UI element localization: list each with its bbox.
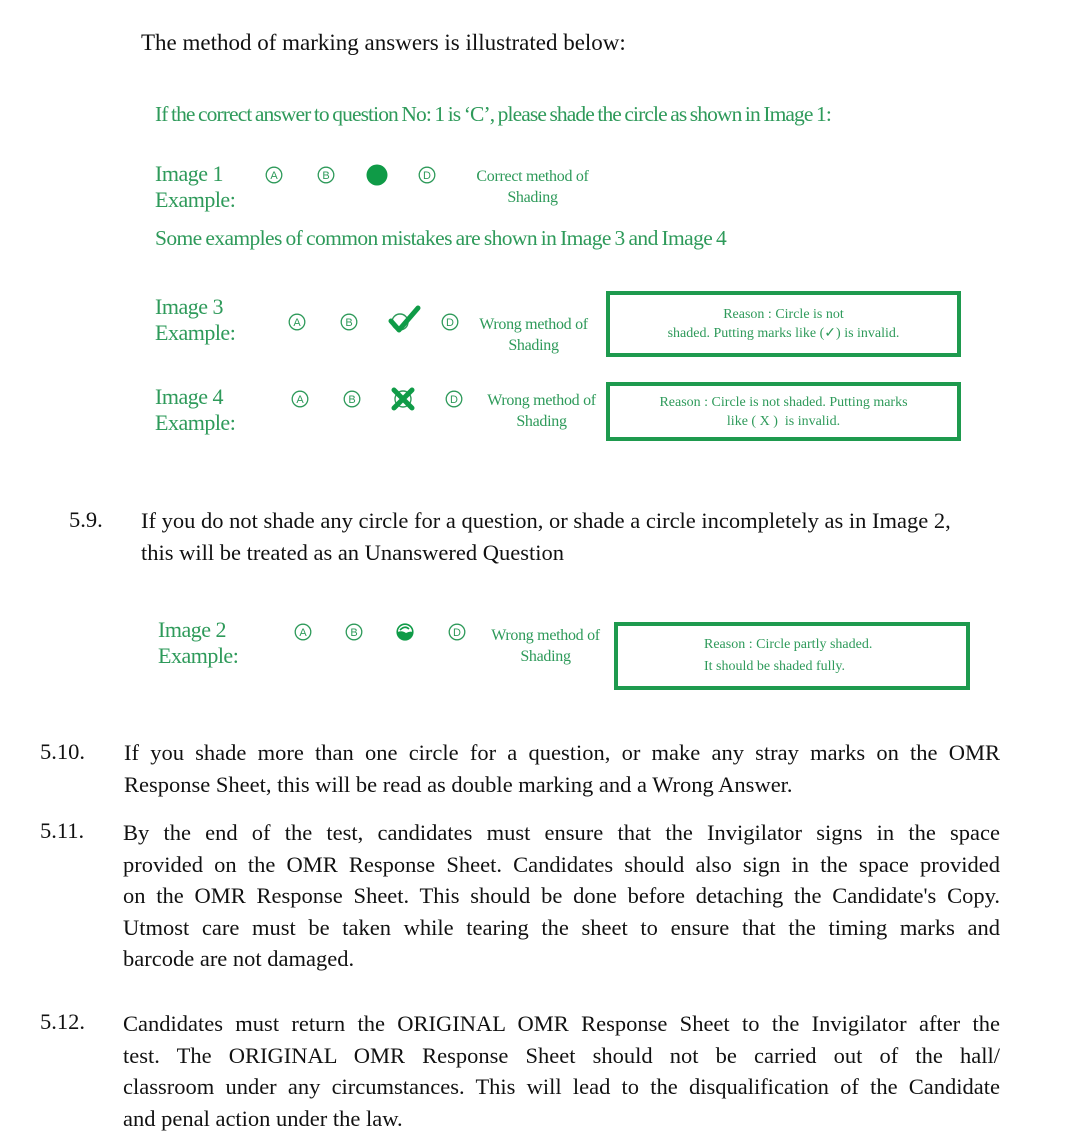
image1-label-example: Example: bbox=[155, 187, 236, 212]
image4-label-example: Example: bbox=[155, 410, 236, 435]
rule-line: on the OMR Response Sheet. This should be done before detaching the Candidate's Copy. bbox=[123, 883, 1000, 908]
check-mark-icon: (✓) bbox=[819, 326, 841, 341]
rule-line: Candidates must return the ORIGINAL OMR Response Sheet to the Invigilator after the bbox=[123, 1011, 1000, 1036]
method-line: Wrong method of bbox=[491, 627, 600, 644]
svg-text:B: B bbox=[322, 170, 330, 182]
svg-text:D: D bbox=[423, 170, 431, 182]
reason-line: like ( X ) is invalid. bbox=[726, 413, 841, 429]
bubble-a-icon bbox=[294, 623, 312, 641]
bubble-a-icon bbox=[265, 166, 283, 184]
bubble-c-partial-icon bbox=[396, 623, 414, 641]
bubble-d-icon bbox=[445, 390, 463, 408]
reason-text: shaded. Putting marks like bbox=[667, 326, 817, 341]
image2-label-title: Image 2 bbox=[158, 617, 226, 642]
rule-line: If you do not shade any circle for a question, or shade a circle incompletely as in Image 2, bbox=[141, 508, 951, 533]
image4-label-title: Image 4 bbox=[155, 384, 223, 409]
image3-reason-box bbox=[606, 291, 961, 357]
rule-line: test. The ORIGINAL OMR Response Sheet should not be carried out of the hall/ bbox=[123, 1042, 1000, 1068]
image2-label-example: Example: bbox=[158, 643, 239, 668]
image1-label bbox=[155, 161, 235, 213]
bubble-d-icon bbox=[441, 313, 459, 331]
svg-text:A: A bbox=[293, 317, 301, 329]
image4-label bbox=[155, 384, 235, 436]
reason-line: Reason : Circle is not shaded. Putting marks bbox=[659, 394, 908, 410]
method-line: Shading bbox=[520, 648, 571, 665]
method-line: Shading bbox=[508, 337, 559, 354]
svg-text:A: A bbox=[299, 627, 307, 639]
image3-label-title: Image 3 bbox=[155, 294, 223, 319]
image4-method bbox=[474, 390, 609, 432]
bubble-c-filled-icon bbox=[366, 164, 388, 186]
shading-instruction: If the correct answer to question No: 1 is ‘C’, please shade the circle as shown in Image 1: bbox=[155, 102, 831, 126]
bubble-b-icon bbox=[345, 623, 363, 641]
rule-line: this will be treated as an Unanswered Question bbox=[141, 539, 565, 565]
image2-reason-box bbox=[614, 622, 970, 690]
rule-5-11-text bbox=[123, 817, 1000, 975]
method-line: Shading bbox=[507, 189, 558, 206]
method-line: Correct method of bbox=[476, 168, 589, 185]
rule-line: Response Sheet, this will be read as double marking and a Wrong Answer. bbox=[124, 771, 793, 797]
image2-method bbox=[478, 625, 613, 667]
bubble-c-cross-icon bbox=[390, 386, 416, 412]
rule-number: 5.10. bbox=[40, 739, 85, 764]
svg-text:A: A bbox=[270, 170, 278, 182]
svg-text:A: A bbox=[296, 394, 304, 406]
common-mistakes-text: Some examples of common mistakes are shown in Image 3 and Image 4 bbox=[155, 226, 727, 250]
rule-5-9-text bbox=[141, 505, 1031, 568]
reason-line bbox=[668, 324, 900, 343]
reason-text: is invalid. bbox=[844, 326, 900, 341]
method-line: Shading bbox=[516, 413, 567, 430]
bubble-a-icon bbox=[291, 390, 309, 408]
image3-label bbox=[155, 294, 235, 346]
rule-line: provided on the OMR Response Sheet. Candidates should also sign in the space provided bbox=[123, 851, 1000, 877]
image1-label-title: Image 1 bbox=[155, 161, 223, 186]
rule-line: Utmost care must be taken while tearing the sheet to ensure that the timing marks and bbox=[123, 914, 1000, 940]
bubble-a-icon bbox=[288, 313, 306, 331]
image2-label bbox=[158, 617, 238, 669]
reason-line: It should be shaded fully. bbox=[704, 659, 846, 674]
bubble-c-tick-icon bbox=[387, 305, 421, 335]
rule-5-12-text bbox=[123, 1008, 1000, 1134]
bubble-d-icon bbox=[418, 166, 436, 184]
rule-line: By the end of the test, candidates must ensure that the Invigilator signs in the space bbox=[123, 820, 1000, 845]
reason-line: Reason : Circle partly shaded. bbox=[704, 637, 873, 652]
reason-line: Reason : Circle is not bbox=[723, 307, 844, 322]
rule-line: If you shade more than one circle for a question, or make any stray marks on the OMR bbox=[124, 740, 1000, 765]
rule-number: 5.12. bbox=[40, 1009, 85, 1034]
image4-reason-box bbox=[606, 382, 961, 441]
rule-line: and penal action under the law. bbox=[123, 1105, 403, 1131]
method-line: Wrong method of bbox=[487, 392, 596, 409]
rule-line: classroom under any circumstances. This will lead to the disqualification of the Candidate bbox=[123, 1074, 1000, 1099]
bubble-b-icon bbox=[340, 313, 358, 331]
rule-number: 5.9. bbox=[69, 507, 103, 532]
rule-5-10-text bbox=[124, 737, 1000, 800]
svg-text:D: D bbox=[453, 627, 461, 639]
svg-text:D: D bbox=[446, 317, 454, 329]
method-line: Wrong method of bbox=[479, 316, 588, 333]
image3-label-example: Example: bbox=[155, 320, 236, 345]
rule-number: 5.11. bbox=[40, 818, 85, 843]
intro-text: The method of marking answers is illustrated below: bbox=[141, 30, 626, 55]
svg-text:B: B bbox=[348, 394, 356, 406]
rule-line: barcode are not damaged. bbox=[123, 946, 355, 971]
image3-method bbox=[466, 314, 601, 356]
svg-text:B: B bbox=[345, 317, 353, 329]
bubble-b-icon bbox=[343, 390, 361, 408]
bubble-d-icon bbox=[448, 623, 466, 641]
image1-method bbox=[460, 166, 605, 208]
svg-text:B: B bbox=[350, 627, 358, 639]
bubble-b-icon bbox=[317, 166, 335, 184]
svg-text:D: D bbox=[450, 394, 458, 406]
